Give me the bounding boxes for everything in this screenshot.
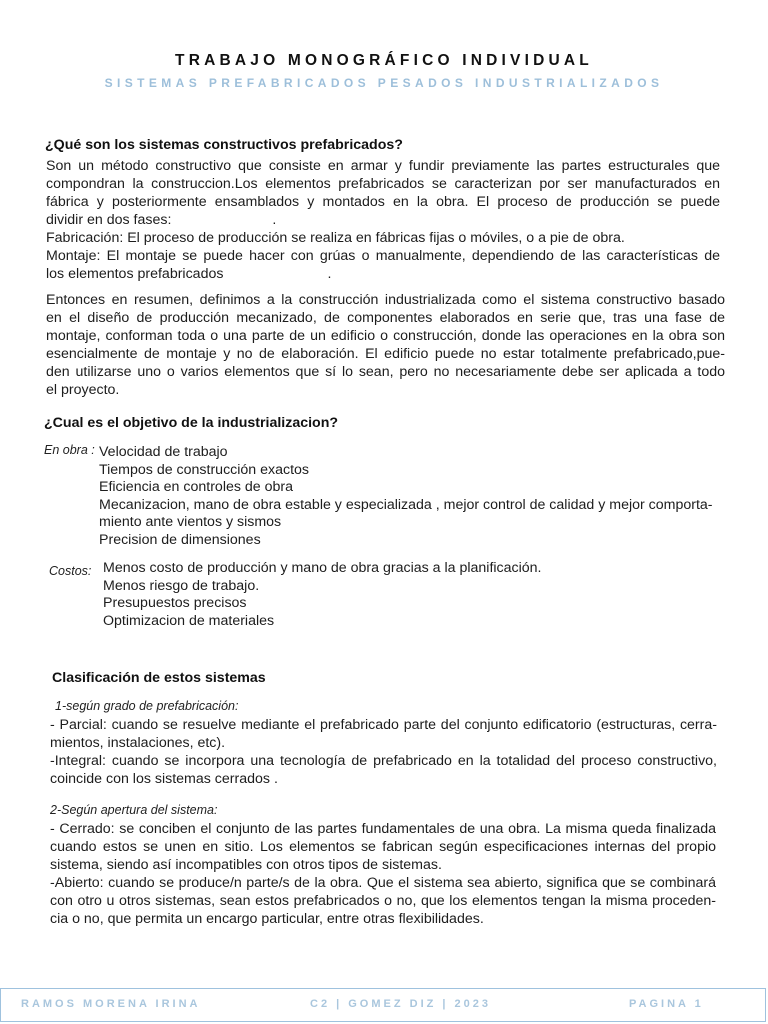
text-line: cia o no, que permita un encargo particular, entre otras flexibilidades. bbox=[50, 911, 484, 927]
footer-course: C2 | GOMEZ DIZ | 2023 bbox=[310, 998, 492, 1010]
text-line: en el diseño de producción mecanizado, de componentes elaborados en serie que, tras una fase de bbox=[46, 310, 725, 326]
apertura-paragraph bbox=[50, 820, 716, 928]
text-line: sistema, siendo así incompatibles con otros tipos de sistemas. bbox=[50, 857, 442, 873]
footer-page-number: PAGINA 1 bbox=[629, 998, 704, 1010]
text-line: los elementos prefabricados . bbox=[46, 266, 332, 282]
paragraph-definition bbox=[46, 157, 720, 283]
list-item: Menos riesgo de trabajo. bbox=[103, 577, 260, 594]
text-line: - Parcial: cuando se resuelve mediante el prefabricado parte del conjunto edificatorio (estructuras, cerra- bbox=[50, 717, 717, 733]
list-item: Velocidad de trabajo bbox=[99, 444, 228, 460]
text-line: Montaje: El montaje se puede hacer con grúas o manualmente, dependiendo de las características de bbox=[46, 248, 720, 264]
list-item: miento ante vientos y sismos bbox=[99, 514, 282, 531]
subheading-grado: 1-según grado de prefabricación: bbox=[55, 699, 239, 713]
document-subtitle: SISTEMAS PREFABRICADOS PESADOS INDUSTRIALIZADOS bbox=[104, 76, 664, 90]
text-line: mientos, instalaciones, etc). bbox=[50, 735, 226, 751]
text-line: den utilizarse uno o varios elementos que sí lo sean, pero no necesariamente debe ser aplicada a todo bbox=[46, 364, 725, 380]
text-line: con otro u otros sistemas, sean estos prefabricados o no, que los elementos tengan la misma proceden- bbox=[50, 893, 716, 909]
footer-author: RAMOS MORENA IRINA bbox=[21, 998, 201, 1010]
section-heading-clasificacion: Clasificación de estos sistemas bbox=[52, 670, 266, 686]
section-heading-que-son: ¿Qué son los sistemas constructivos prefabricados? bbox=[45, 137, 403, 153]
text-line: -Integral: cuando se incorpora una tecnología de prefabricado en la totalidad del proceso constructivo, bbox=[50, 753, 717, 769]
text-line: el proyecto. bbox=[46, 382, 120, 398]
text-line: coincide con los sistemas cerrados . bbox=[50, 771, 278, 787]
document-title: TRABAJO MONOGRÁFICO INDIVIDUAL bbox=[175, 52, 593, 69]
grado-paragraph bbox=[50, 716, 717, 788]
list-item: Tiempos de construcción exactos bbox=[99, 461, 310, 478]
list-item: Mecanizacion, mano de obra estable y especializada , mejor control de calidad y mejor comporta- bbox=[99, 496, 713, 513]
text-line: montaje, conforman toda o una parte de un edificio o construcción, donde las operaciones en la obra son bbox=[46, 328, 725, 344]
text-line: -Abierto: cuando se produce/n parte/s de la obra. Que el sistema sea abierto, significa que se combinará bbox=[50, 875, 716, 891]
text-line: Son un método constructivo que consiste en armar y fundir previamente las partes estructurales que bbox=[46, 158, 720, 174]
text-line: cuando estos se unen en sitio. Los elementos se fabrican según especificaciones internas del propio bbox=[50, 839, 716, 855]
section-heading-objetivo: ¿Cual es el objetivo de la industrializacion? bbox=[44, 415, 339, 431]
list-item: Precision de dimensiones bbox=[99, 531, 261, 548]
subheading-apertura: 2-Según apertura del sistema: bbox=[50, 803, 218, 817]
fabricacion-line: Fabricación: El proceso de producción se realiza en fábricas fijas o móviles, o a pie de obra. bbox=[46, 230, 625, 246]
text-line: fábrica y posteriormente ensamblados y montados en la obra. El proceso de producción se puede bbox=[46, 194, 720, 210]
en-obra-label: En obra : bbox=[44, 443, 95, 457]
costos-label: Costos: bbox=[49, 564, 92, 578]
costos-list bbox=[103, 560, 542, 630]
text-line: compondran la construccion.Los elementos prefabricados se caracterizan por ser manufacturados en bbox=[46, 176, 720, 192]
list-item: Optimizacion de materiales bbox=[103, 612, 275, 629]
list-item: Eficiencia en controles de obra bbox=[99, 479, 294, 496]
list-item: Menos costo de producción y mano de obra gracias a la planificación. bbox=[103, 560, 542, 576]
en-obra-list bbox=[99, 444, 713, 550]
text-line: - Cerrado: se conciben el conjunto de las partes fundamentales de una obra. La misma queda finalizada bbox=[50, 821, 716, 837]
text-line: dividir en dos fases: . bbox=[46, 212, 277, 228]
list-item: Presupuestos precisos bbox=[103, 595, 247, 612]
paragraph-summary bbox=[46, 291, 725, 399]
text-line: esencialmente de montaje y no de elaboración. El edificio puede no estar totalmente prefabricado,pue- bbox=[46, 346, 725, 362]
text-line: Entonces en resumen, definimos a la construcción industrializada como el sistema constructivo basado bbox=[46, 292, 725, 308]
